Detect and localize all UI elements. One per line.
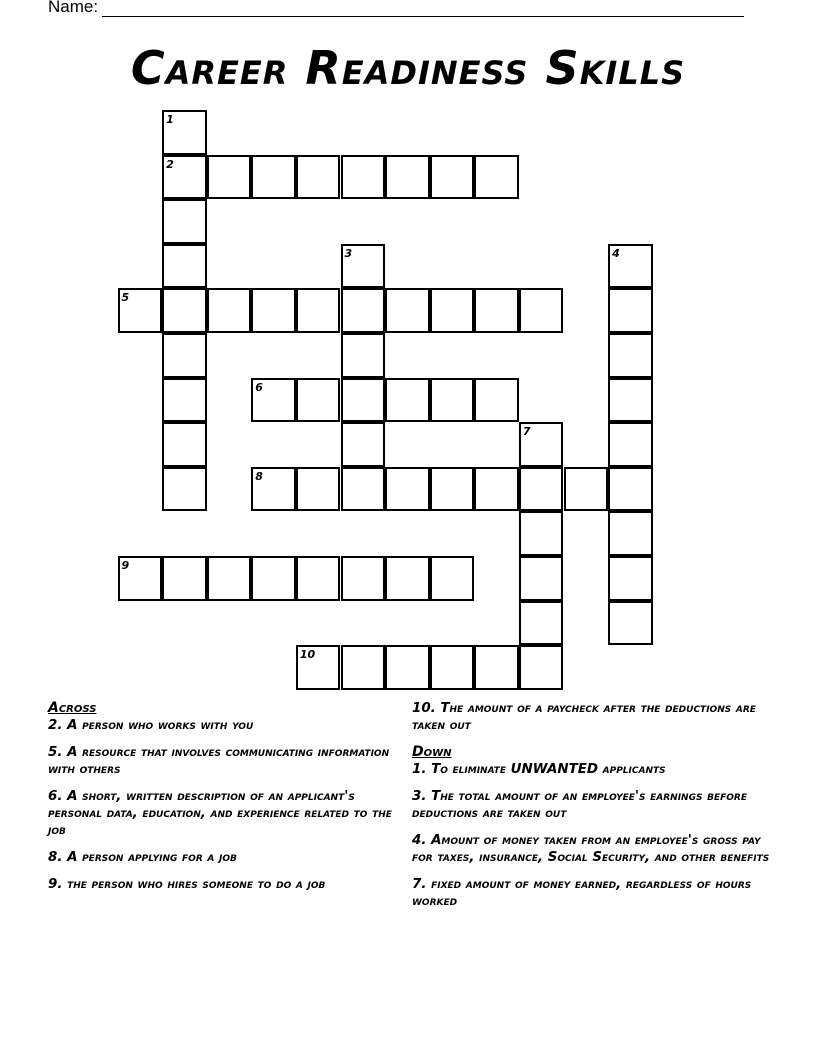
crossword-cell[interactable] [207, 155, 252, 200]
cell-number-8: 8 [255, 469, 263, 483]
crossword-cell[interactable] [341, 467, 386, 512]
crossword-cell[interactable] [474, 155, 519, 200]
crossword-cell[interactable] [608, 601, 653, 646]
across-heading: Across [48, 700, 97, 716]
crossword-cell[interactable] [608, 556, 653, 601]
crossword-cell[interactable] [430, 556, 475, 601]
crossword-cell[interactable] [207, 288, 252, 333]
cell-number-5: 5 [121, 291, 130, 305]
crossword-cell[interactable] [608, 333, 653, 378]
clue-down-7: 7. fixed amount of money earned, regardless of hours worked [412, 877, 752, 909]
page-title: Career Readiness Skills [130, 41, 686, 95]
cell-number-1: 1 [166, 113, 174, 126]
name-label: Name: [48, 0, 99, 16]
cell-number-2: 2 [166, 157, 174, 171]
clue-down-3: 3. The total amount of an employee's earnings before deductions are taken out [412, 789, 748, 821]
cell-number-9: 9 [121, 559, 130, 572]
crossword-cell[interactable] [162, 333, 207, 378]
cell-number-6: 6 [255, 380, 263, 394]
clue-across-8: 8. A person applying for a job [48, 850, 237, 865]
cell-number-3: 3 [344, 246, 353, 260]
clue-across-5: 5. A resource that involves communicating information with others [48, 745, 390, 777]
crossword-cell[interactable] [162, 199, 207, 244]
crossword-cell[interactable] [430, 288, 475, 333]
crossword-cell[interactable] [608, 422, 653, 467]
crossword-cell[interactable] [608, 511, 653, 556]
clue-across-6: 6. A short, written description of an applicant's personal data, education, and experience related to the job [48, 789, 392, 838]
crossword-cell[interactable] [296, 467, 341, 512]
crossword-cell[interactable] [162, 467, 207, 512]
crossword-cell[interactable] [385, 288, 430, 333]
crossword-cell[interactable] [608, 288, 653, 333]
crossword-cell[interactable] [296, 378, 341, 423]
crossword-cell[interactable] [608, 378, 653, 423]
crossword-cell[interactable] [430, 645, 475, 690]
crossword-cell[interactable] [162, 288, 207, 333]
crossword-cell[interactable] [474, 288, 519, 333]
clue-across-2: 2. A person who works with you [48, 718, 254, 733]
clue-across-10: 10. The amount of a paycheck after the deductions are taken out [412, 701, 756, 733]
crossword-cell[interactable] [430, 467, 475, 512]
crossword-cell[interactable] [341, 378, 386, 423]
crossword-cell[interactable] [341, 155, 386, 200]
crossword-cell[interactable] [385, 155, 430, 200]
crossword-cell[interactable] [207, 556, 252, 601]
clues-right-column [412, 700, 782, 920]
crossword-cell[interactable] [430, 378, 475, 423]
clue-down-1: 1. To eliminate UNWANTED applicants [412, 762, 666, 777]
cell-number-7: 7 [522, 425, 531, 439]
crossword-cell[interactable] [474, 645, 519, 690]
crossword-cell[interactable] [608, 467, 653, 512]
clue-down-4: 4. Amount of money taken from an employee's gross pay for taxes, insurance, Social Security, and other benefits [412, 833, 770, 865]
crossword-cell[interactable] [519, 556, 564, 601]
crossword-cell[interactable] [162, 378, 207, 423]
crossword-cell[interactable] [474, 378, 519, 423]
down-heading: Down [412, 744, 452, 760]
crossword-cell[interactable] [519, 645, 564, 690]
crossword-cell[interactable] [251, 556, 296, 601]
crossword-cell[interactable] [519, 601, 564, 646]
crossword-cell[interactable] [341, 288, 386, 333]
crossword-cell[interactable] [296, 288, 341, 333]
crossword-cell[interactable] [474, 467, 519, 512]
crossword-cell[interactable] [341, 422, 386, 467]
crossword-cell[interactable] [385, 645, 430, 690]
crossword-cell[interactable] [341, 556, 386, 601]
cell-number-4: 4 [612, 246, 620, 260]
clues-left-column [48, 700, 400, 903]
crossword-cell[interactable] [251, 155, 296, 200]
crossword-cell[interactable] [385, 378, 430, 423]
crossword-cell[interactable] [519, 288, 564, 333]
crossword-cell[interactable] [296, 556, 341, 601]
crossword-cell[interactable] [519, 511, 564, 556]
crossword-cell[interactable] [385, 467, 430, 512]
crossword-cell[interactable] [162, 244, 207, 289]
cell-number-10: 10 [299, 648, 316, 662]
clue-across-9: 9. the person who hires someone to do a job [48, 877, 326, 892]
crossword-cell[interactable] [341, 333, 386, 378]
crossword-cell[interactable] [341, 645, 386, 690]
crossword-cell[interactable] [251, 288, 296, 333]
crossword-cell[interactable] [430, 155, 475, 200]
crossword-cell[interactable] [162, 422, 207, 467]
crossword-cell[interactable] [519, 467, 564, 512]
crossword-cell[interactable] [385, 556, 430, 601]
crossword-cell[interactable] [564, 467, 609, 512]
crossword-cell[interactable] [296, 155, 341, 200]
crossword-cell[interactable] [162, 556, 207, 601]
